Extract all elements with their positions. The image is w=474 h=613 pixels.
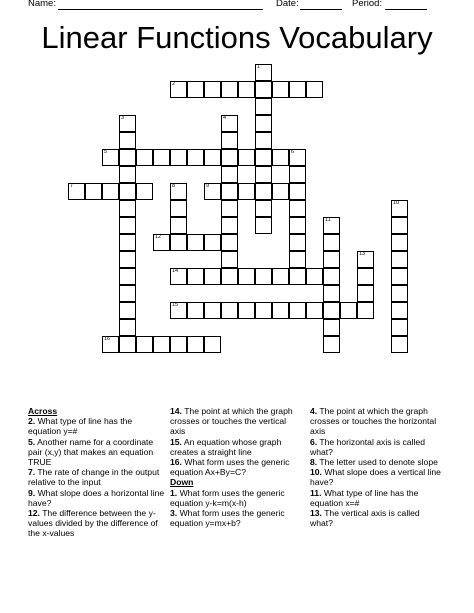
grid-cell[interactable] xyxy=(119,319,136,336)
grid-number: 15 xyxy=(172,302,179,308)
grid-cell[interactable] xyxy=(221,217,238,234)
grid-cell[interactable] xyxy=(170,268,187,285)
grid-cell[interactable] xyxy=(323,234,340,251)
grid-cell[interactable] xyxy=(357,285,374,302)
grid-number: 9 xyxy=(206,183,210,189)
clue-across-12: 12. The difference between the y-values divided by the difference of the x-values xyxy=(28,508,158,539)
grid-number: 3 xyxy=(121,115,125,121)
grid-number: 12 xyxy=(155,234,162,240)
grid-number: 11 xyxy=(325,217,331,223)
grid-cell[interactable] xyxy=(221,251,238,268)
clue-down-1: 1. What form uses the generic equation y-k=m(x-h) xyxy=(170,487,285,508)
grid-cell[interactable] xyxy=(68,183,85,200)
grid-cell[interactable] xyxy=(187,268,204,285)
grid-cell[interactable] xyxy=(289,166,306,183)
grid-cell[interactable] xyxy=(255,200,272,217)
grid-cell[interactable] xyxy=(255,268,272,285)
grid-cell[interactable] xyxy=(119,234,136,251)
grid-cell[interactable] xyxy=(289,268,306,285)
grid-cell[interactable] xyxy=(119,166,136,183)
grid-cell[interactable] xyxy=(85,183,102,200)
grid-cell[interactable] xyxy=(255,98,272,115)
grid-cell[interactable] xyxy=(306,302,323,319)
grid-cell[interactable] xyxy=(238,302,255,319)
grid-cell[interactable] xyxy=(170,183,187,200)
grid-cell[interactable] xyxy=(204,183,221,200)
grid-number: 2 xyxy=(172,81,176,87)
grid-cell[interactable] xyxy=(272,268,289,285)
grid-cell[interactable] xyxy=(136,336,153,353)
grid-cell[interactable] xyxy=(170,234,187,251)
grid-cell[interactable] xyxy=(102,149,119,166)
grid-cell[interactable] xyxy=(391,234,408,251)
grid-cell[interactable] xyxy=(391,336,408,353)
grid-cell[interactable] xyxy=(119,268,136,285)
grid-number: 14 xyxy=(172,268,179,274)
grid-cell[interactable] xyxy=(323,251,340,268)
clue-across-2: 2. What type of line has the equation y=# xyxy=(28,416,133,437)
grid-cell[interactable] xyxy=(255,217,272,234)
grid-cell[interactable] xyxy=(238,81,255,98)
down-heading: Down xyxy=(170,477,194,488)
grid-cell[interactable] xyxy=(289,234,306,251)
grid-cell[interactable] xyxy=(238,183,255,200)
grid-cell[interactable] xyxy=(221,149,238,166)
grid-cell[interactable] xyxy=(323,268,340,285)
grid-cell[interactable] xyxy=(391,285,408,302)
clue-column-2 xyxy=(170,406,302,528)
grid-cell[interactable] xyxy=(289,183,306,200)
grid-cell[interactable] xyxy=(306,81,323,98)
grid-cell[interactable] xyxy=(391,251,408,268)
clue-across-16: 16. What form uses the generic equation Ax+By=C? xyxy=(170,457,290,478)
grid-cell[interactable] xyxy=(289,200,306,217)
grid-cell[interactable] xyxy=(391,217,408,234)
clue-across-7: 7. The rate of change in the output relative to the input xyxy=(28,467,160,488)
name-label: Name: xyxy=(28,0,56,9)
clue-across-14: 14. The point at which the graph crosses or touches the vertical axis xyxy=(170,406,293,437)
grid-cell[interactable] xyxy=(102,183,119,200)
grid-cell[interactable] xyxy=(255,132,272,149)
grid-cell[interactable] xyxy=(221,200,238,217)
grid-cell[interactable] xyxy=(119,200,136,217)
grid-cell[interactable] xyxy=(391,319,408,336)
grid-cell[interactable] xyxy=(170,149,187,166)
grid-cell[interactable] xyxy=(289,302,306,319)
grid-cell[interactable] xyxy=(119,336,136,353)
grid-cell[interactable] xyxy=(289,217,306,234)
clue-across-5: 5. Another name for a coordinate pair (x,y) that makes an equation TRUE xyxy=(28,436,154,468)
grid-cell[interactable] xyxy=(323,319,340,336)
grid-cell[interactable] xyxy=(289,149,306,166)
clue-column-3 xyxy=(310,406,445,528)
clue-down-6: 6. The horizontal axis is called what? xyxy=(310,436,425,457)
grid-cell[interactable] xyxy=(238,149,255,166)
grid-cell[interactable] xyxy=(340,302,357,319)
grid-number: 16 xyxy=(104,336,111,342)
grid-cell[interactable] xyxy=(204,149,221,166)
grid-cell[interactable] xyxy=(323,285,340,302)
grid-cell[interactable] xyxy=(187,149,204,166)
grid-cell[interactable] xyxy=(204,268,221,285)
grid-cell[interactable] xyxy=(357,302,374,319)
grid-number: 7 xyxy=(70,183,74,189)
grid-cell[interactable] xyxy=(391,302,408,319)
grid-cell[interactable] xyxy=(204,81,221,98)
grid-number: 8 xyxy=(172,183,176,189)
grid-cell[interactable] xyxy=(170,217,187,234)
grid-cell[interactable] xyxy=(136,183,153,200)
grid-cell[interactable] xyxy=(187,81,204,98)
grid-cell[interactable] xyxy=(119,251,136,268)
grid-number: 10 xyxy=(393,200,400,206)
clue-down-8: 8. The letter used to denote slope xyxy=(310,457,438,468)
grid-cell[interactable] xyxy=(306,268,323,285)
grid-cell[interactable] xyxy=(119,217,136,234)
grid-cell[interactable] xyxy=(357,268,374,285)
clue-column-1 xyxy=(28,406,166,539)
page-title: Linear Functions Vocabulary xyxy=(41,20,433,55)
grid-cell[interactable] xyxy=(136,149,153,166)
grid-cell[interactable] xyxy=(102,336,119,353)
grid-cell[interactable] xyxy=(238,268,255,285)
grid-number: 6 xyxy=(291,149,295,155)
grid-number: 5 xyxy=(104,149,108,155)
clue-down-4: 4. The point at which the graph crosses or touches the horizontal axis xyxy=(310,406,437,437)
grid-cell[interactable] xyxy=(255,166,272,183)
grid-cell[interactable] xyxy=(170,200,187,217)
grid-cell[interactable] xyxy=(187,336,204,353)
grid-cell[interactable] xyxy=(323,336,340,353)
grid-cell[interactable] xyxy=(170,81,187,98)
grid-cell[interactable] xyxy=(255,183,272,200)
grid-number: 1 xyxy=(257,64,261,70)
grid-cell[interactable] xyxy=(272,149,289,166)
grid-cell[interactable] xyxy=(255,149,272,166)
clue-down-11: 11. What type of line has the equation x=# xyxy=(310,487,419,508)
grid-cell[interactable] xyxy=(221,81,238,98)
grid-cell[interactable] xyxy=(187,302,204,319)
date-label: Date: xyxy=(276,0,299,9)
clue-across-15: 15. An equation whose graph creates a straight line xyxy=(170,436,282,457)
grid-cell[interactable] xyxy=(221,268,238,285)
grid-cell[interactable] xyxy=(221,183,238,200)
clue-across-9: 9. What slope does a horizontal line have? xyxy=(28,487,165,508)
grid-cell[interactable] xyxy=(170,302,187,319)
grid-cell[interactable] xyxy=(272,183,289,200)
grid-cell[interactable] xyxy=(153,149,170,166)
grid-cell[interactable] xyxy=(119,302,136,319)
grid-cell[interactable] xyxy=(119,132,136,149)
clue-down-3: 3. What form uses the generic equation y=mx+b? xyxy=(170,508,285,529)
grid-cell[interactable] xyxy=(272,81,289,98)
grid-cell[interactable] xyxy=(289,81,306,98)
grid-cell[interactable] xyxy=(221,166,238,183)
grid-cell[interactable] xyxy=(170,336,187,353)
grid-cell[interactable] xyxy=(153,234,170,251)
across-heading: Across xyxy=(28,406,58,416)
grid-cell[interactable] xyxy=(221,132,238,149)
grid-cell[interactable] xyxy=(119,183,136,200)
grid-cell[interactable] xyxy=(391,268,408,285)
clue-down-10: 10. What slope does a vertical line have? xyxy=(310,467,441,488)
grid-cell[interactable] xyxy=(187,234,204,251)
grid-cell[interactable] xyxy=(119,115,136,132)
grid-cell[interactable] xyxy=(272,302,289,319)
grid-cell[interactable] xyxy=(255,115,272,132)
grid-cell[interactable] xyxy=(255,302,272,319)
period-label: Period: xyxy=(352,0,383,9)
grid-number: 13 xyxy=(359,251,366,257)
grid-cell[interactable] xyxy=(221,302,238,319)
grid-cell[interactable] xyxy=(221,234,238,251)
grid-cell[interactable] xyxy=(119,149,136,166)
grid-cell[interactable] xyxy=(323,217,340,234)
grid-cell[interactable] xyxy=(255,64,272,81)
grid-cell[interactable] xyxy=(391,200,408,217)
grid-cell[interactable] xyxy=(153,336,170,353)
grid-cell[interactable] xyxy=(323,302,340,319)
grid-cell[interactable] xyxy=(204,336,221,353)
clue-down-13: 13. The vertical axis is called what? xyxy=(310,508,420,529)
grid-cell[interactable] xyxy=(204,302,221,319)
grid-cell[interactable] xyxy=(357,251,374,268)
grid-cell[interactable] xyxy=(119,285,136,302)
grid-cell[interactable] xyxy=(221,115,238,132)
grid-number: 4 xyxy=(223,115,227,121)
grid-cell[interactable] xyxy=(289,251,306,268)
grid-cell[interactable] xyxy=(204,234,221,251)
grid-cell[interactable] xyxy=(255,81,272,98)
